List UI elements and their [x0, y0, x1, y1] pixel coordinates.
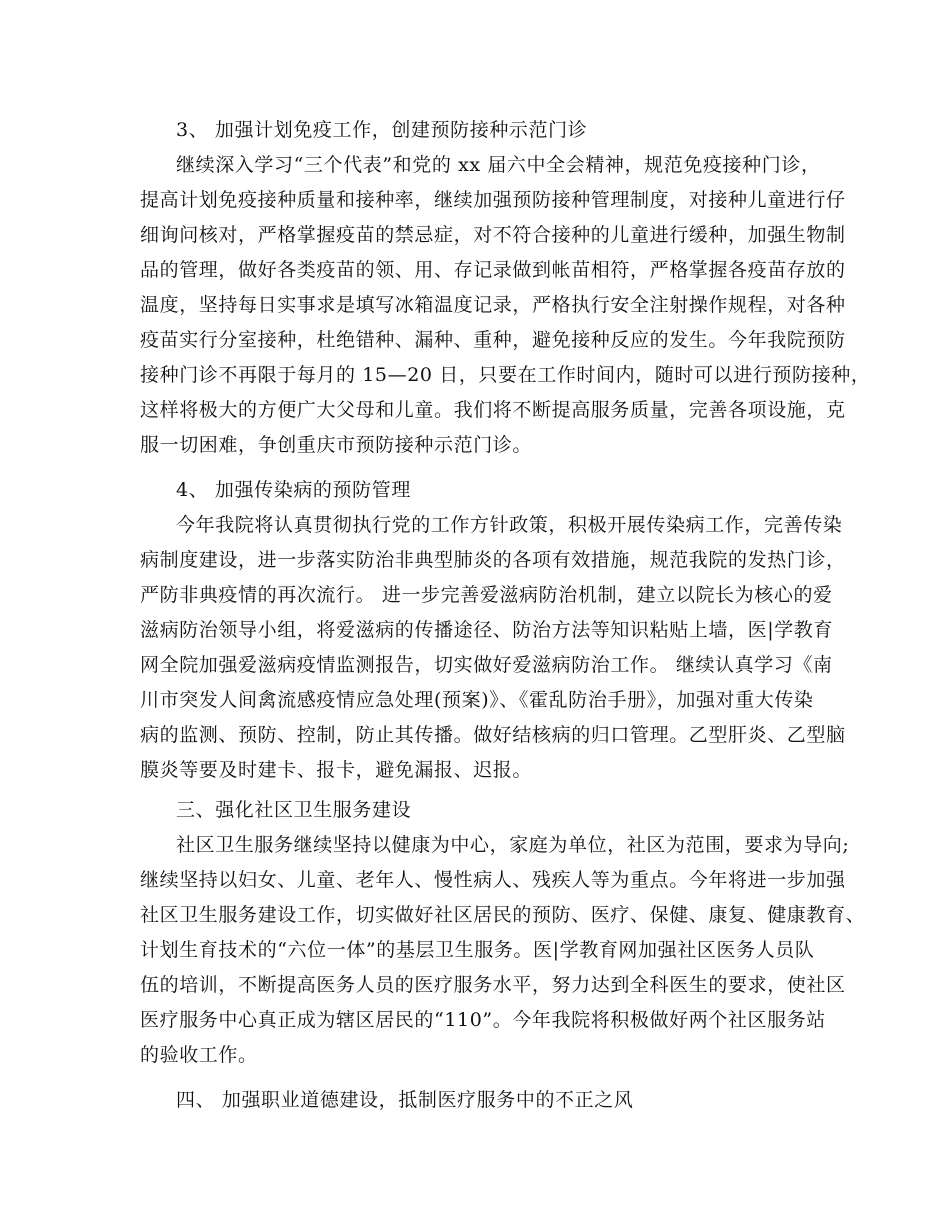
paragraph-line: 社区卫生服务建设工作，切实做好社区居民的预防、医疗、保健、康复、健康教育、	[140, 904, 866, 926]
heading-infectious-disease: 4、 加强传染病的预防管理	[176, 479, 411, 501]
heading-community-health: 三、强化社区卫生服务建设	[176, 799, 412, 821]
paragraph-line: 伍的培训，不断提高医务人员的医疗服务水平，努力达到全科医生的要求，使社区	[140, 974, 846, 996]
paragraph-line: 川市突发人间禽流感疫情应急处理(预案)》、《霍乱防治手册》，加强对重大传染	[140, 689, 814, 711]
paragraph-line: 的验收工作。	[140, 1044, 258, 1066]
paragraph-line: 滋病防治领导小组，将爱滋病的传播途径、防治方法等知识粘贴上墙，医|学教育	[140, 619, 834, 641]
paragraph-line: 疫苗实行分室接种，杜绝错种、漏种、重种，避免接种反应的发生。今年我院预防	[140, 329, 846, 351]
paragraph-line: 品的管理，做好各类疫苗的领、用、存记录做到帐苗相符，严格掌握各疫苗存放的	[140, 259, 846, 281]
paragraph-line: 社区卫生服务继续坚持以健康为中心，家庭为单位，社区为范围，要求为导向;	[176, 834, 850, 856]
paragraph-line: 温度，坚持每日实事求是填写冰箱温度记录，严格执行安全注射操作规程，对各种	[140, 294, 846, 316]
paragraph-line: 接种门诊不再限于每月的 15—20 日，只要在工作时间内，随时可以进行预防接种，	[140, 364, 871, 386]
paragraph-line: 网全院加强爱滋病疫情监测报告，切实做好爱滋病防治工作。 继续认真学习《南	[140, 654, 833, 676]
paragraph-line: 细询问核对，严格掌握疫苗的禁忌症，对不符合接种的儿童进行缓种，加强生物制	[140, 224, 846, 246]
heading-immunization: 3、 加强计划免疫工作，创建预防接种示范门诊	[176, 119, 588, 141]
heading-professional-ethics: 四、 加强职业道德建设，抵制医疗服务中的不正之风	[176, 1089, 634, 1111]
paragraph-line: 这样将极大的方便广大父母和儿童。我们将不断提高服务质量，完善各项设施，克	[140, 399, 846, 421]
paragraph-line: 计划生育技术的“六位一体”的基层卫生服务。医|学教育网加强社区医务人员队	[140, 939, 815, 961]
paragraph-line: 提高计划免疫接种质量和接种率，继续加强预防接种管理制度，对接种儿童进行仔	[140, 189, 846, 211]
paragraph-line: 病制度建设，进一步落实防治非典型肺炎的各项有效措施，规范我院的发热门诊，	[140, 549, 846, 571]
paragraph-line: 服一切困难，争创重庆市预防接种示范门诊。	[140, 434, 533, 456]
paragraph-line: 病的监测、预防、控制，防止其传播。做好结核病的归口管理。乙型肝炎、乙型脑	[140, 724, 846, 746]
paragraph-line: 继续深入学习“三个代表”和党的 xx 届六中全会精神，规范免疫接种门诊，	[176, 154, 821, 176]
paragraph-line: 膜炎等要及时建卡、报卡，避免漏报、迟报。	[140, 759, 533, 781]
paragraph-line: 今年我院将认真贯彻执行党的工作方针政策，积极开展传染病工作，完善传染	[176, 514, 843, 536]
paragraph-line: 医疗服务中心真正成为辖区居民的“110”。今年我院将积极做好两个社区服务站	[140, 1009, 826, 1031]
paragraph-line: 继续坚持以妇女、儿童、老年人、慢性病人、残疾人等为重点。今年将进一步加强	[140, 869, 846, 891]
paragraph-line: 严防非典疫情的再次流行。 进一步完善爱滋病防治机制，建立以院长为核心的爱	[140, 584, 833, 606]
